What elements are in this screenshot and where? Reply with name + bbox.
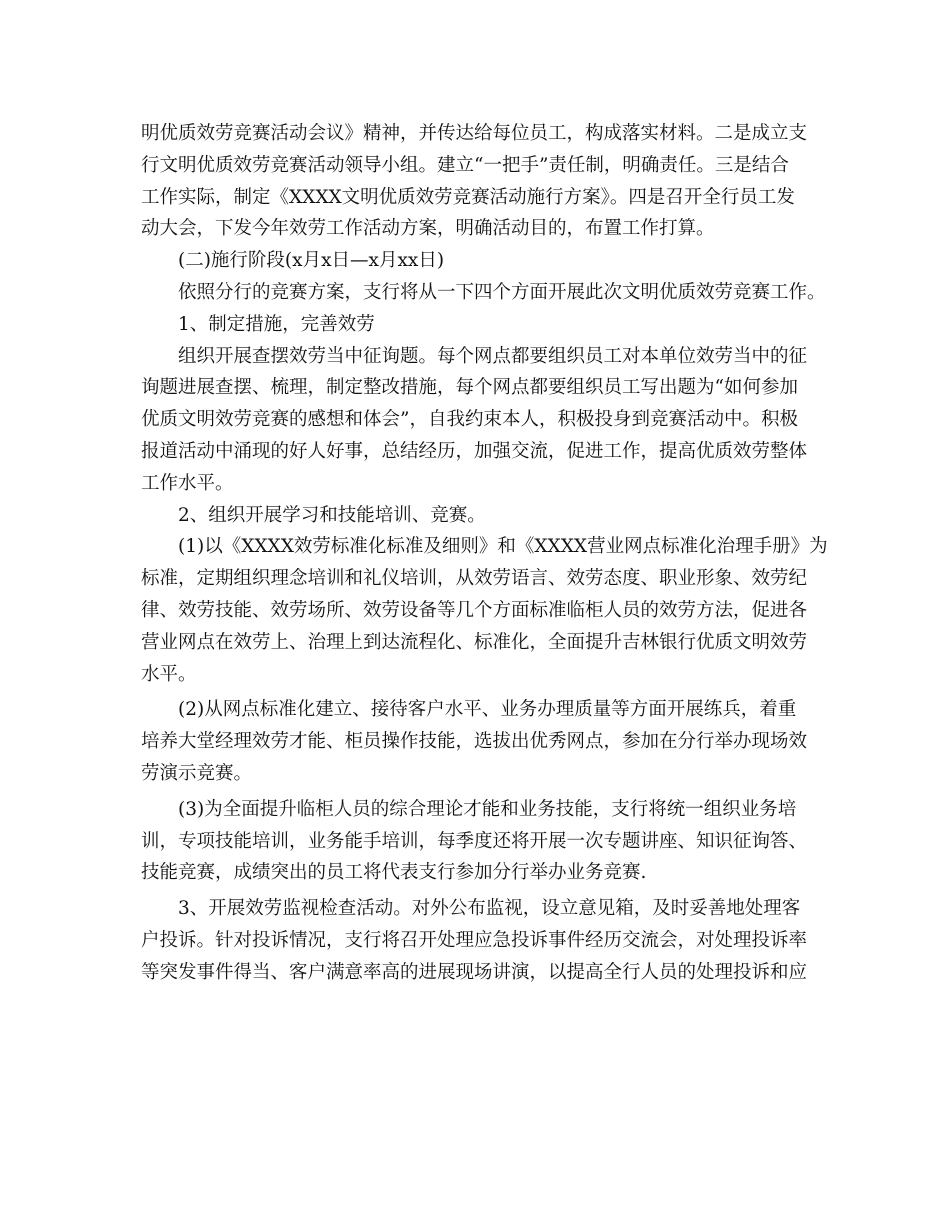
- subsection-heading: 1、制定措施，完善效劳: [178, 313, 375, 335]
- subsection-heading: 2、组织开展学习和技能培训、竞赛。: [178, 504, 486, 526]
- text-line: 标准，定期组织理念培训和礼仪培训，从效劳语言、效劳态度、职业形象、效劳纪: [141, 568, 808, 590]
- text-line: (1)以《XXXX效劳标准化标准及细则》和《XXXX营业网点标准化治理手册》为: [178, 536, 828, 558]
- text-line: 3、开展效劳监视检查活动。对外公布监视，设立意见箱，及时妥善地处理客: [178, 898, 801, 920]
- text-line: 组织开展查摆效劳当中征询题。每个网点都要组织员工对本单位效劳当中的征: [178, 345, 808, 367]
- text-line: 营业网点在效劳上、治理上到达流程化、标准化，全面提升吉林银行优质文明效劳: [141, 631, 808, 653]
- text-line: 工作实际，制定《XXXX文明优质效劳竞赛活动施行方案》。四是召开全行员工发: [141, 186, 795, 208]
- text-line: 等突发事件得当、客户满意率高的进展现场讲演，以提高全行人员的处理投诉和应: [141, 961, 808, 983]
- section-heading: (二)施行阶段(x月x日—x月xx日): [178, 250, 445, 272]
- text-line: 询题进展查摆、梳理，制定整改措施，每个网点都要组织员工写出题为“如何参加: [141, 377, 798, 399]
- text-line: 依照分行的竞赛方案，支行将从一下四个方面开展此次文明优质效劳竞赛工作。: [178, 281, 826, 303]
- text-line: 律、效劳技能、效劳场所、效劳设备等几个方面标准临柜人员的效劳方法，促进各: [141, 599, 808, 621]
- text-line: 训，专项技能培训，业务能手培训，每季度还将开展一次专题讲座、知识征询答、: [141, 830, 808, 852]
- text-line: 优质文明效劳竞赛的感想和体会”，自我约束本人，积极投身到竞赛活动中。积极: [141, 409, 798, 431]
- text-line: 动大会，下发今年效劳工作活动方案，明确活动目的，布置工作打算。: [141, 218, 715, 240]
- text-line: (3)为全面提升临柜人员的综合理论才能和业务技能，支行将统一组织业务培: [178, 798, 797, 820]
- text-line: 劳演示竞赛。: [141, 762, 253, 784]
- document-body: [141, 118, 828, 989]
- text-line: 水平。: [141, 663, 197, 685]
- text-line: 技能竞赛，成绩突出的员工将代表支行参加分行举办业务竞赛.: [141, 862, 647, 884]
- text-line: (2)从网点标准化建立、接待客户水平、业务办理质量等方面开展练兵，着重: [178, 699, 797, 721]
- text-line: 行文明优质效劳竞赛活动领导小组。建立“一把手”责任制，明确责任。三是结合: [141, 154, 789, 176]
- text-line: 明优质效劳竞赛活动会议》精神，并传达给每位员工，构成落实材料。二是成立支: [141, 123, 808, 144]
- text-line: 户投诉。针对投诉情况，支行将召开处理应急投诉事件经历交流会，对处理投诉率: [141, 929, 808, 951]
- text-line: 工作水平。: [141, 472, 234, 494]
- text-line: 培养大堂经理效劳才能、柜员操作技能，选拔出优秀网点，参加在分行举办现场效: [141, 731, 808, 753]
- text-line: 报道活动中涌现的好人好事，总结经历，加强交流，促进工作，提高优质效劳整体: [141, 440, 808, 462]
